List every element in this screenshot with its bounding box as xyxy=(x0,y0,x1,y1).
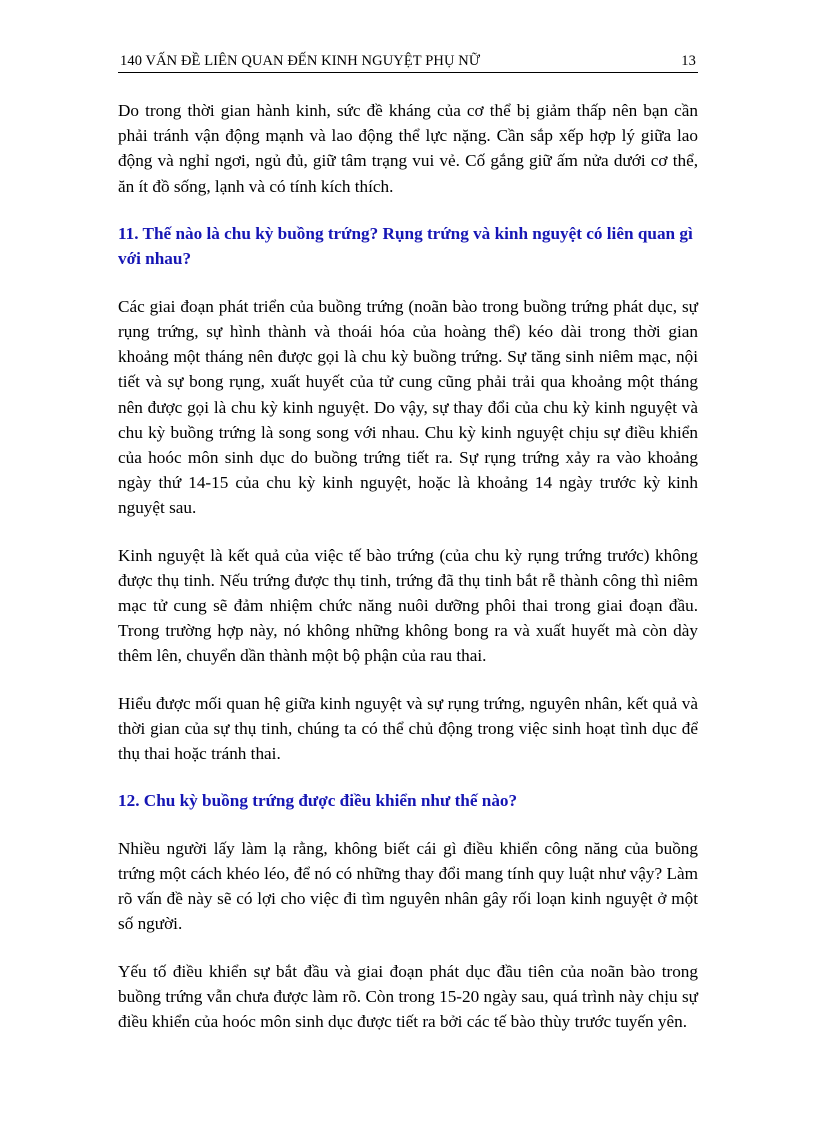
paragraph-control-question: Nhiều người lấy làm lạ rằng, không biết cái gì điều khiển công năng của buồng trứng một cách khéo léo, để nó có những thay đổi mang tính quy luật như vậy? Làm rõ vấn đề này sẽ có lợi cho việc đi tìm nguyên nhân gây rối loạn kinh nguyệt ở một số người. xyxy=(118,838,698,934)
paragraph-control-factors: Yếu tố điều khiển sự bắt đầu và giai đoạn phát dục đầu tiên của noãn bào trong buồng trứng vẫn chưa được làm rõ. Còn trong 15-20 ngày sau, quá trình này chịu sự điều khiển của hoóc môn sinh dục được tiết ra bởi các tế bào thùy trước tuyến yên. xyxy=(118,961,698,1031)
page-number: 13 xyxy=(681,53,696,69)
heading-question-12: 12. Chu kỳ buồng trứng được điều khiển như thế nào? xyxy=(118,791,518,811)
paragraph-intro: Do trong thời gian hành kinh, sức đề kháng của cơ thể bị giảm thấp nên bạn cần phải tránh vận động mạnh và lao động thể lực nặng. Cần sắp xếp hợp lý giữa lao động và nghỉ ngơi, ngủ đủ, giữ tâm trạng vui vẻ. Cố gắng giữ ấm nửa dưới cơ thể, ăn ít đồ sống, lạnh và có tính kích thích. xyxy=(118,101,698,196)
paragraph-understanding: Hiểu được mối quan hệ giữa kinh nguyệt và sự rụng trứng, nguyên nhân, kết quả và thời gian của sự thụ tinh, chúng ta có thể chủ động trong việc sinh hoạt tình dục để thụ thai hoặc tránh thai. xyxy=(118,693,698,764)
page-header xyxy=(118,50,698,73)
heading-question-11: 11. Thế nào là chu kỳ buồng trứng? Rụng trứng và kinh nguyệt có liên quan gì với nhau? xyxy=(118,223,693,269)
paragraph-ovarian-cycle: Các giai đoạn phát triển của buồng trứng (noãn bào trong buồng trứng phát dục, sự rụng trứng, sự hình thành và thoái hóa của hoàng thể) kéo dài trong thời gian khoảng một tháng nên được gọi là chu kỳ buồng trứng. Sự tăng sinh niêm mạc, nội tiết và sự bong rụng, xuất huyết của tử cung cũng phải trải qua khoảng một tháng nên được gọi là chu kỳ kinh nguyệt. Do vậy, sự thay đổi của chu kỳ kinh nguyệt và chu kỳ buồng trứng là song song với nhau. Chu kỳ kinh nguyệt chịu sự điều khiển của hoóc môn sinh dục do buồng trứng tiết ra. Sự rụng trứng xảy ra vào khoảng ngày thứ 14-15 của chu kỳ kinh nguyệt, hoặc là khoảng 14 ngày trước kỳ kinh nguyệt sau. xyxy=(118,296,698,518)
page-content xyxy=(118,98,698,1056)
running-title: 140 VẤN ĐỀ LIÊN QUAN ĐẾN KINH NGUYỆT PHỤ NỮ xyxy=(120,53,481,69)
paragraph-menstruation: Kinh nguyệt là kết quả của việc tế bào trứng (của chu kỳ rụng trứng trước) không được thụ tinh. Nếu trứng được thụ tinh, trứng đã thụ tinh bắt rễ thành công thì niêm mạc tử cung sẽ đảm nhiệm chức năng nuôi dưỡng phôi thai trong giai đoạn đầu. Trong trường hợp này, nó không những không bong ra và xuất huyết mà còn dày thêm lên, chuyển dần thành một bộ phận của rau thai. xyxy=(118,545,698,666)
